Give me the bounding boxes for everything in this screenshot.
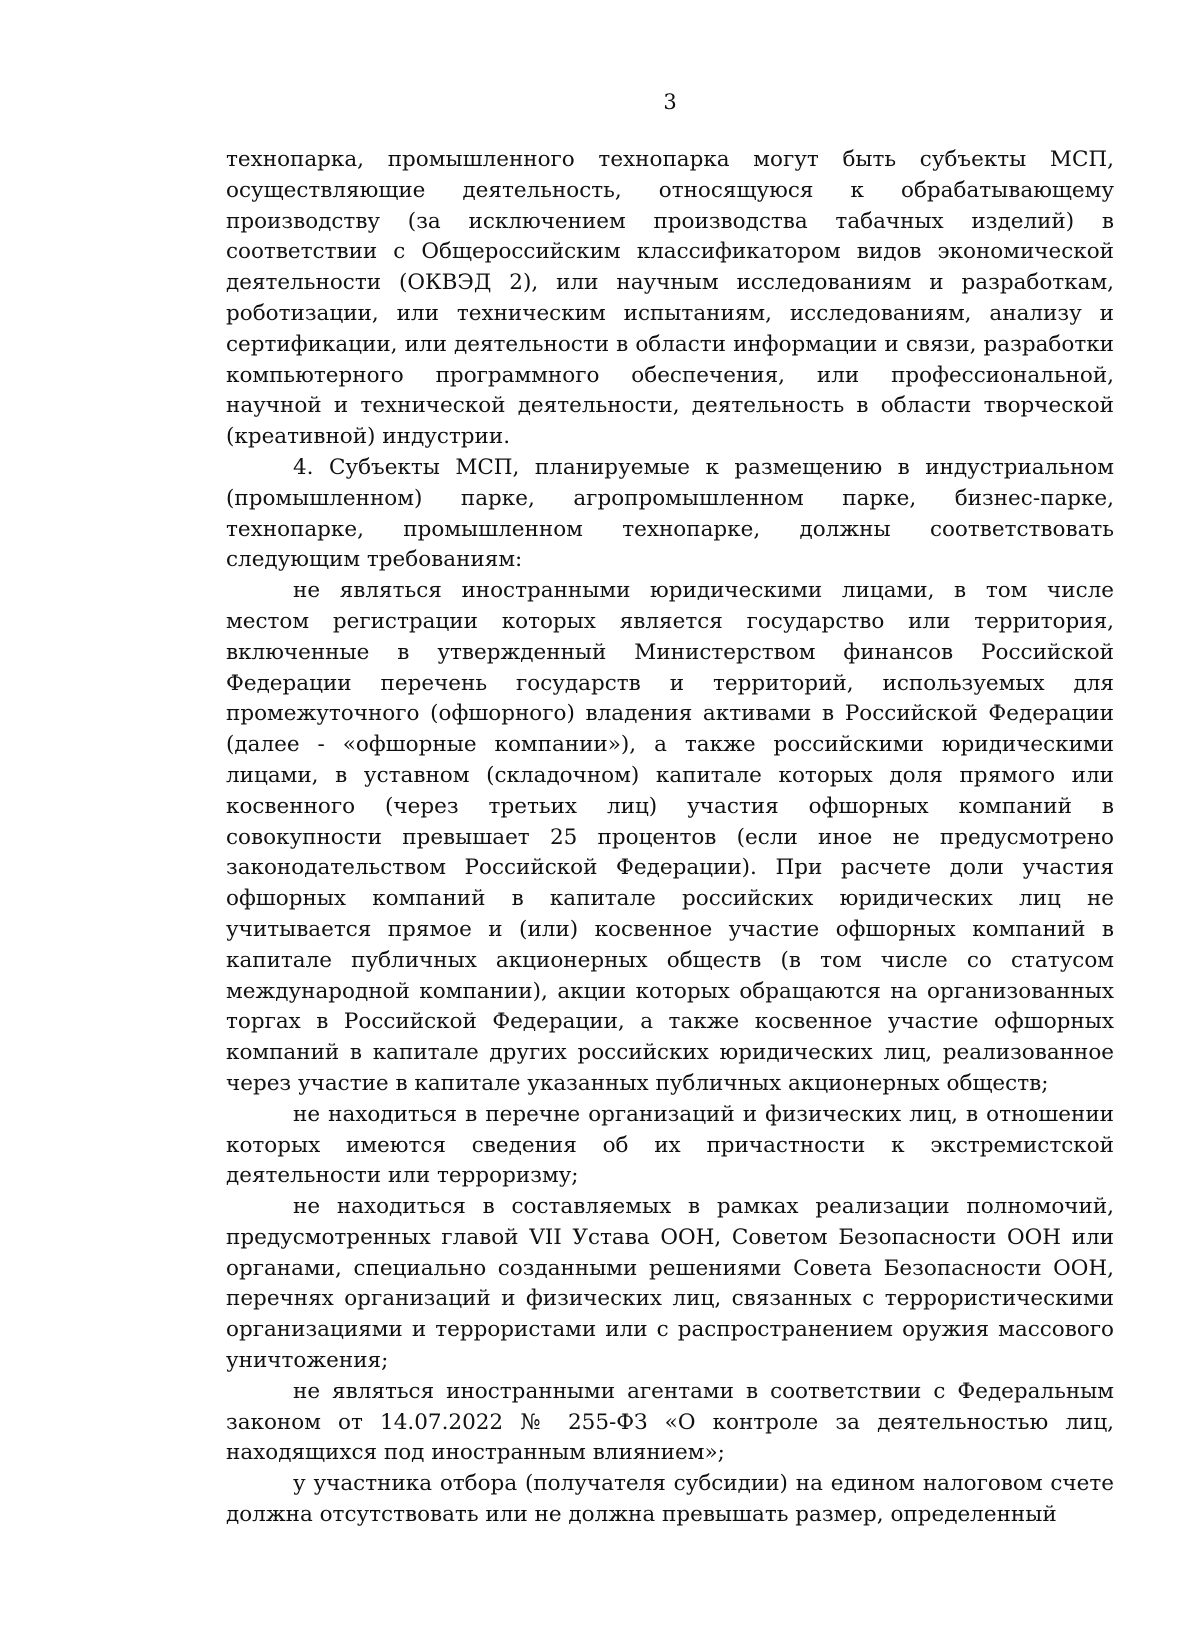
paragraph-requirement-offshore: не являться иностранными юридическими лицами, в том числе местом регистрации которых является государство или территория, включенные в утвержденный Министерством финансов Российской Федерации перечень государств и территорий, используемых для промежуточного (офшорного) владения активами в Российской Федерации (далее - «офшорные компании»), а также российскими юридическими лицами, в уставном (складочном) капитале которых доля прямого или косвенного (через третьих лиц) участия офшорных компаний в совокупности превышает 25 процентов (если иное не предусмотрено законодательством Российской Федерации). При расчете доли участия офшорных компаний в капитале российских юридических лиц не учитывается прямое и (или) косвенное участие офшорных компаний в капитале публичных акционерных обществ (в том числе со статусом международной компании), акции которых обращаются на организованных торгах в Российской Федерации, а также косвенное участие офшорных компаний в капитале других российских юридических лиц, реализованное через участие в капитале указанных публичных акционерных обществ; [226,578,1114,1096]
body-text [226,145,1114,1531]
paragraph-requirement-extremism: не находиться в перечне организаций и физических лиц, в отношении которых имеются сведения об их причастности к экстремистской деятельности или терроризму; [226,1101,1114,1189]
paragraph-requirement-foreign-agents: не являться иностранными агентами в соответствии с Федеральным законом от 14.07.2022 № 255-ФЗ «О контроле за деятельностью лиц, находящихся под иностранным влиянием»; [226,1378,1114,1466]
paragraph-item-4: 4. Субъекты МСП, планируемые к размещению в индустриальном (промышленном) парке, агропромышленном парке, бизнес-парке, технопарке, промышленном технопарке, должны соответствовать следующим требованиям: [226,454,1114,573]
paragraph-continuation: технопарка, промышленного технопарка могут быть субъекты МСП, осуществляющие деятельность, относящуюся к обрабатывающему производству (за исключением производства табачных изделий) в соответствии с Общероссийским классификатором видов экономической деятельности (ОКВЭД 2), или научным исследованиям и разработкам, роботизации, или техническим испытаниям, исследованиям, анализу и сертификации, или деятельности в области информации и связи, разработки компьютерного программного обеспечения, или профессиональной, научной и технической деятельности, деятельность в области творческой (креативной) индустрии. [226,147,1114,450]
page-number: 3 [663,90,677,114]
paragraph-requirement-tax-account: у участника отбора (получателя субсидии) на едином налоговом счете должна отсутствовать или не должна превышать размер, определенный [226,1471,1114,1528]
paragraph-requirement-un-sanctions: не находиться в составляемых в рамках реализации полномочий, предусмотренных главой VII Устава ООН, Советом Безопасности ООН или органами, специально созданными решениями Совета Безопасности ООН, перечнях организаций и физических лиц, связанных с террористическими организациями и террористами или с распространением оружия массового уничтожения; [226,1194,1114,1374]
